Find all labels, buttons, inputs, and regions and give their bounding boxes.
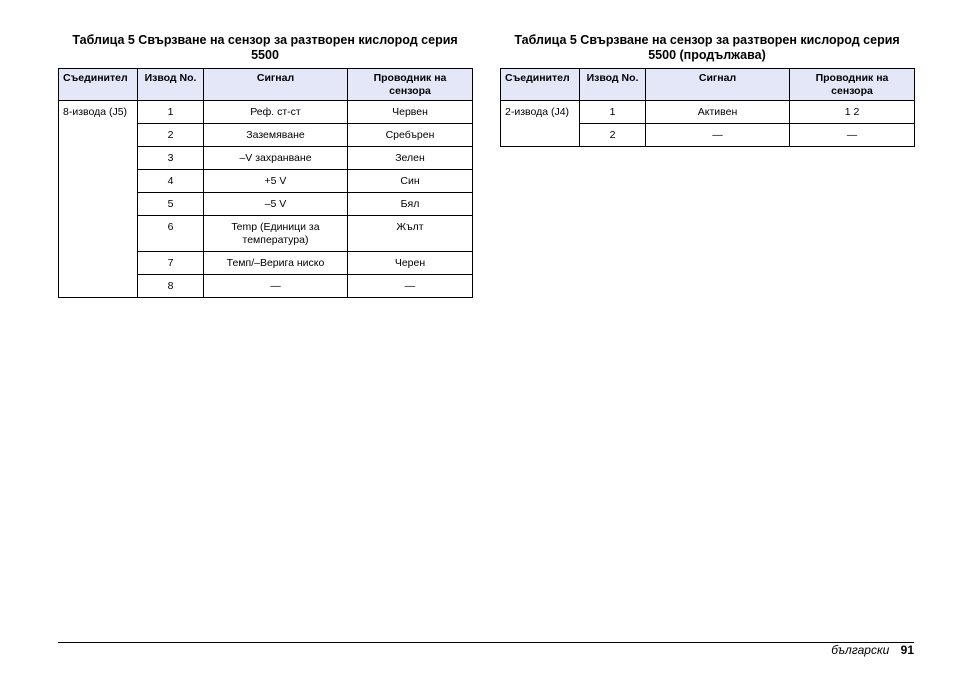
- wire-cell: —: [348, 275, 473, 298]
- header-signal: Сигнал: [204, 69, 348, 101]
- pin-cell: 2: [580, 124, 646, 147]
- header-wire: Проводник на сензора: [348, 69, 473, 101]
- signal-cell: Реф. ст-ст: [204, 101, 348, 124]
- signal-cell: –5 V: [204, 193, 348, 216]
- pin-cell: 4: [138, 170, 204, 193]
- left-table-header-row: [59, 69, 473, 101]
- pin-cell: 1: [138, 101, 204, 124]
- signal-cell: Активен: [646, 101, 790, 124]
- wire-cell: Син: [348, 170, 473, 193]
- signal-cell: Заземяване: [204, 124, 348, 147]
- pin-cell: 2: [138, 124, 204, 147]
- pin-cell: 1: [580, 101, 646, 124]
- signal-cell: —: [646, 124, 790, 147]
- footer-language: български: [831, 643, 890, 657]
- connector-cell: 2-извода (J4): [501, 101, 580, 147]
- right-table-caption: Таблица 5 Свързване на сензор за разтворен кислород серия 5500 (продължава): [514, 33, 900, 62]
- pin-cell: 3: [138, 147, 204, 170]
- header-pin: Извод No.: [580, 69, 646, 101]
- left-table-block: [58, 33, 472, 298]
- wire-cell: Бял: [348, 193, 473, 216]
- wire-cell: Жълт: [348, 216, 473, 252]
- header-connector: Съединител: [59, 69, 138, 101]
- signal-cell: Темп/–Верига ниско: [204, 252, 348, 275]
- pin-cell: 5: [138, 193, 204, 216]
- signal-cell: –V захранване: [204, 147, 348, 170]
- page-number: 91: [900, 643, 914, 657]
- right-table-block: [500, 33, 914, 147]
- footer-rule: [58, 642, 914, 643]
- signal-cell: +5 V: [204, 170, 348, 193]
- header-pin: Извод No.: [138, 69, 204, 101]
- table-row: [501, 101, 915, 124]
- pin-cell: 8: [138, 275, 204, 298]
- header-connector: Съединител: [501, 69, 580, 101]
- wire-cell: Сребърен: [348, 124, 473, 147]
- wire-cell: Черен: [348, 252, 473, 275]
- signal-cell: Temp (Единици за температура): [204, 216, 348, 252]
- connector-cell: 8-извода (J5): [59, 101, 138, 298]
- table-row: [59, 101, 473, 124]
- pin-cell: 7: [138, 252, 204, 275]
- right-table: [500, 68, 915, 147]
- left-table-caption: Таблица 5 Свързване на сензор за разтворен кислород серия 5500: [72, 33, 458, 62]
- header-wire: Проводник на сензора: [790, 69, 915, 101]
- right-table-header-row: [501, 69, 915, 101]
- wire-cell: —: [790, 124, 915, 147]
- wire-cell: Зелен: [348, 147, 473, 170]
- signal-cell: —: [204, 275, 348, 298]
- left-table: [58, 68, 473, 298]
- header-signal: Сигнал: [646, 69, 790, 101]
- wire-cell: Червен: [348, 101, 473, 124]
- page-footer: [831, 643, 914, 657]
- wire-cell: 1 2: [790, 101, 915, 124]
- pin-cell: 6: [138, 216, 204, 252]
